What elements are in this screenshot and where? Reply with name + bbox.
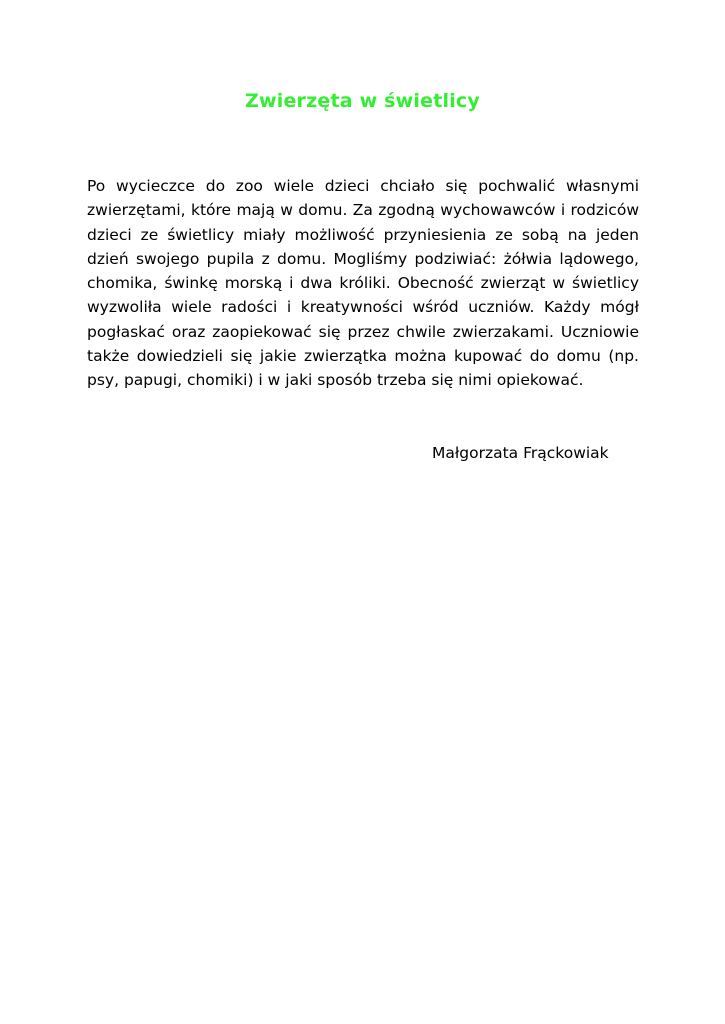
paragraph-line: psy, papugi, chomiki) i w jaki sposób trzeba się nimi opiekować. bbox=[87, 371, 584, 390]
paragraph-line: chomika, świnkę morską i dwa króliki. Obecność zwierząt w świetlicy bbox=[87, 274, 639, 293]
paragraph-line: dzieci ze świetlicy miały możliwość przyniesienia ze sobą na jeden bbox=[87, 225, 639, 244]
paragraph-line: dzień swojego pupila z domu. Mogliśmy podziwiać: żółwia lądowego, bbox=[87, 249, 639, 268]
paragraph-line: także dowiedzieli się jakie zwierzątka można kupować do domu (np. bbox=[87, 347, 639, 366]
paragraph-line: zwierzętami, które mają w domu. Za zgodną wychowawców i rodziców bbox=[87, 201, 639, 220]
paragraph-line: Po wycieczce do zoo wiele dzieci chciało się pochwalić własnymi bbox=[87, 177, 639, 195]
paragraph-line: wyzwoliła wiele radości i kreatywności wśród uczniów. Każdy mógł bbox=[87, 298, 639, 317]
author-signature: Małgorzata Frąckowiak bbox=[432, 444, 609, 462]
paragraph-line: pogłaskać oraz zaopiekować się przez chwile zwierzakami. Uczniowie bbox=[87, 322, 639, 341]
document-title: Zwierzęta w świetlicy bbox=[245, 90, 480, 112]
body-paragraph bbox=[87, 174, 639, 393]
